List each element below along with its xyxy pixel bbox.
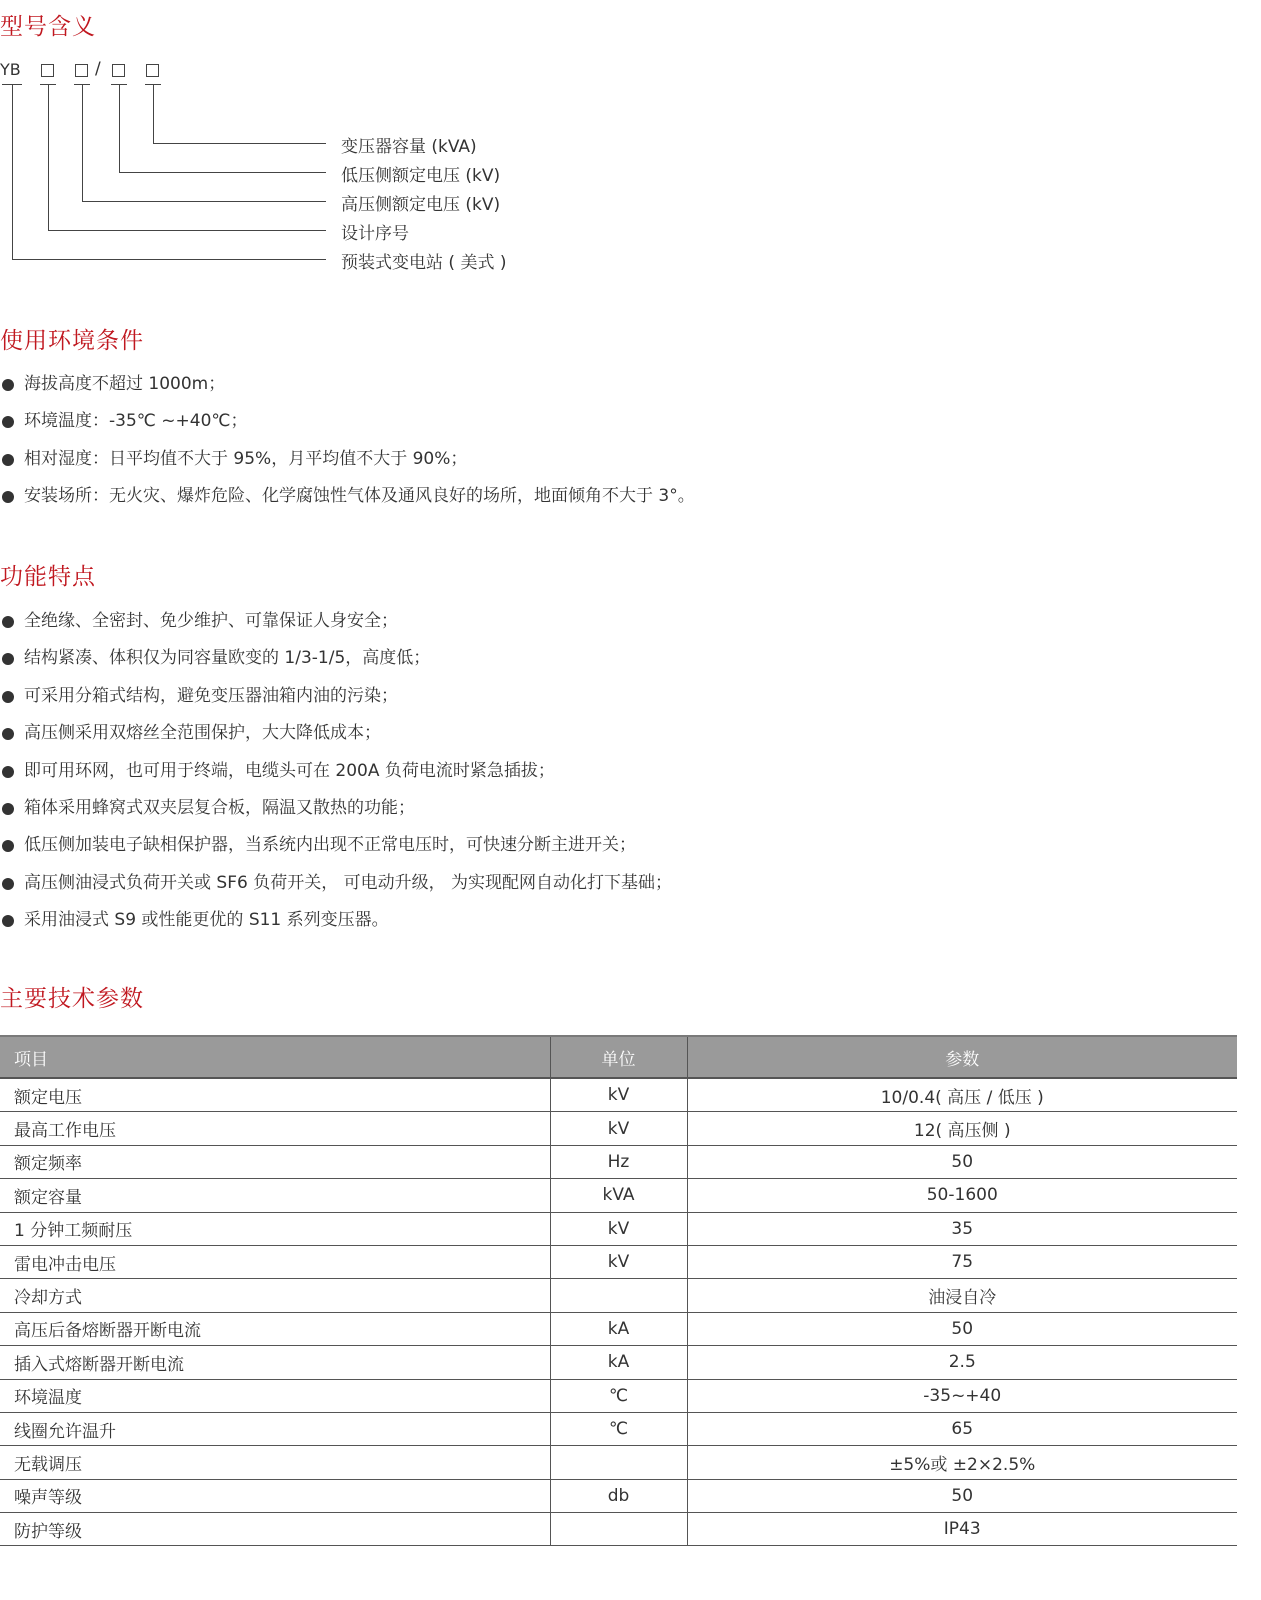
table-row [0, 1245, 1237, 1278]
cell-item: 高压后备熔断器开断电流 [0, 1312, 550, 1345]
cell-value: 50-1600 [687, 1179, 1237, 1212]
legend-lv-voltage: 低压侧额定电压 (kV) [341, 166, 501, 186]
list-item: 海拔高度不超过 1000m； [0, 373, 695, 410]
bullet-dot-icon [2, 653, 14, 665]
list-item: 可采用分箱式结构，避免变压器油箱内油的污染； [0, 685, 672, 722]
list-item: 即可用环网，也可用于终端，电缆头可在 200A 负荷电流时紧急插拔； [0, 760, 672, 797]
model-separator: / [95, 59, 101, 79]
list-item: 结构紧凑、体积仅为同容量欧变的 1/3-1/5，高度低； [0, 647, 672, 684]
header-unit: 单位 [550, 1036, 687, 1078]
section-title-specs: 主要技术参数 [0, 986, 144, 1012]
section-title-features: 功能特点 [0, 564, 96, 590]
cell-unit: kVA [550, 1179, 687, 1212]
table-row [0, 1379, 1237, 1412]
header-value: 参数 [687, 1036, 1237, 1078]
table-row [0, 1346, 1237, 1379]
table-row [0, 1513, 1237, 1546]
list-item: 高压侧采用双熔丝全范围保护，大大降低成本； [0, 722, 672, 759]
cell-unit [550, 1513, 687, 1546]
cell-unit: kV [550, 1078, 687, 1112]
section-title-environment: 使用环境条件 [0, 328, 144, 354]
cell-value: IP43 [687, 1513, 1237, 1546]
table-header-row [0, 1036, 1237, 1078]
cell-unit [550, 1279, 687, 1312]
cell-item: 额定电压 [0, 1078, 550, 1112]
cell-unit: db [550, 1479, 687, 1512]
cell-value: ±5%或 ±2×2.5% [687, 1446, 1237, 1479]
list-item: 高压侧油浸式负荷开关或 SF6 负荷开关， 可电动升级， 为实现配网自动化打下基础； [0, 872, 672, 909]
model-box-lv-voltage [112, 64, 125, 77]
cell-item: 额定容量 [0, 1179, 550, 1212]
table-row [0, 1279, 1237, 1312]
table-row [0, 1112, 1237, 1145]
list-item: 安装场所：无火灾、爆炸危险、化学腐蚀性气体及通风良好的场所，地面倾角不大于 3°。 [0, 485, 695, 522]
cell-item: 额定频率 [0, 1145, 550, 1178]
legend-substation-type: 预装式变电站 ( 美式 ) [341, 253, 507, 273]
table-row [0, 1078, 1237, 1112]
cell-item: 线圈允许温升 [0, 1412, 550, 1445]
table-row [0, 1446, 1237, 1479]
table-row [0, 1412, 1237, 1445]
cell-value: 35 [687, 1212, 1237, 1245]
cell-unit: ℃ [550, 1412, 687, 1445]
cell-unit: kA [550, 1346, 687, 1379]
cell-value: 10/0.4( 高压 / 低压 ) [687, 1078, 1237, 1112]
cell-item: 1 分钟工频耐压 [0, 1212, 550, 1245]
cell-value: 油浸自冷 [687, 1279, 1237, 1312]
cell-value: 2.5 [687, 1346, 1237, 1379]
table-row [0, 1179, 1237, 1212]
bullet-dot-icon [2, 840, 14, 852]
list-item: 相对湿度：日平均值不大于 95%，月平均值不大于 90%； [0, 448, 695, 485]
model-box-hv-voltage [75, 64, 88, 77]
table-row [0, 1312, 1237, 1345]
bullet-dot-icon [2, 766, 14, 778]
bullet-dot-icon [2, 915, 14, 927]
cell-value: 75 [687, 1245, 1237, 1278]
cell-unit: kV [550, 1112, 687, 1145]
cell-unit [550, 1446, 687, 1479]
cell-item: 防护等级 [0, 1513, 550, 1546]
cell-value: 12( 高压侧 ) [687, 1112, 1237, 1145]
list-item: 环境温度：-35℃ ~+40℃； [0, 410, 695, 447]
bullet-dot-icon [2, 379, 14, 391]
bullet-dot-icon [2, 691, 14, 703]
cell-unit: kV [550, 1245, 687, 1278]
cell-item: 雷电冲击电压 [0, 1245, 550, 1278]
environment-list [0, 373, 695, 523]
bullet-dot-icon [2, 878, 14, 890]
list-item: 低压侧加装电子缺相保护器，当系统内出现不正常电压时，可快速分断主进开关； [0, 834, 672, 871]
cell-value: 50 [687, 1312, 1237, 1345]
cell-value: 50 [687, 1479, 1237, 1512]
model-box-capacity [146, 64, 159, 77]
legend-hv-voltage: 高压侧额定电压 (kV) [341, 195, 501, 215]
bullet-dot-icon [2, 803, 14, 815]
cell-unit: Hz [550, 1145, 687, 1178]
cell-item: 插入式熔断器开断电流 [0, 1346, 550, 1379]
header-item: 项目 [0, 1036, 550, 1078]
cell-value: 50 [687, 1145, 1237, 1178]
cell-value: 65 [687, 1412, 1237, 1445]
table-row [0, 1479, 1237, 1512]
list-item: 全绝缘、全密封、免少维护、可靠保证人身安全； [0, 610, 672, 647]
cell-unit: ℃ [550, 1379, 687, 1412]
legend-design-serial: 设计序号 [341, 224, 409, 244]
table-row [0, 1212, 1237, 1245]
cell-item: 无载调压 [0, 1446, 550, 1479]
cell-value: -35~+40 [687, 1379, 1237, 1412]
cell-unit: kA [550, 1312, 687, 1345]
model-box-design-serial [41, 64, 54, 77]
cell-item: 环境温度 [0, 1379, 550, 1412]
cell-item: 噪声等级 [0, 1479, 550, 1512]
section-title-model-meaning: 型号含义 [0, 14, 96, 40]
bullet-dot-icon [2, 616, 14, 628]
bullet-dot-icon [2, 728, 14, 740]
cell-unit: kV [550, 1212, 687, 1245]
list-item: 箱体采用蜂窝式双夹层复合板，隔温又散热的功能； [0, 797, 672, 834]
cell-item: 冷却方式 [0, 1279, 550, 1312]
list-item: 采用油浸式 S9 或性能更优的 S11 系列变压器。 [0, 909, 672, 946]
legend-capacity: 变压器容量 (kVA) [341, 137, 477, 157]
bullet-dot-icon [2, 491, 14, 503]
bullet-dot-icon [2, 454, 14, 466]
model-prefix: YB [0, 60, 21, 79]
table-row [0, 1145, 1237, 1178]
features-list [0, 610, 672, 947]
cell-item: 最高工作电压 [0, 1112, 550, 1145]
spec-table [0, 1035, 1237, 1546]
bullet-dot-icon [2, 416, 14, 428]
